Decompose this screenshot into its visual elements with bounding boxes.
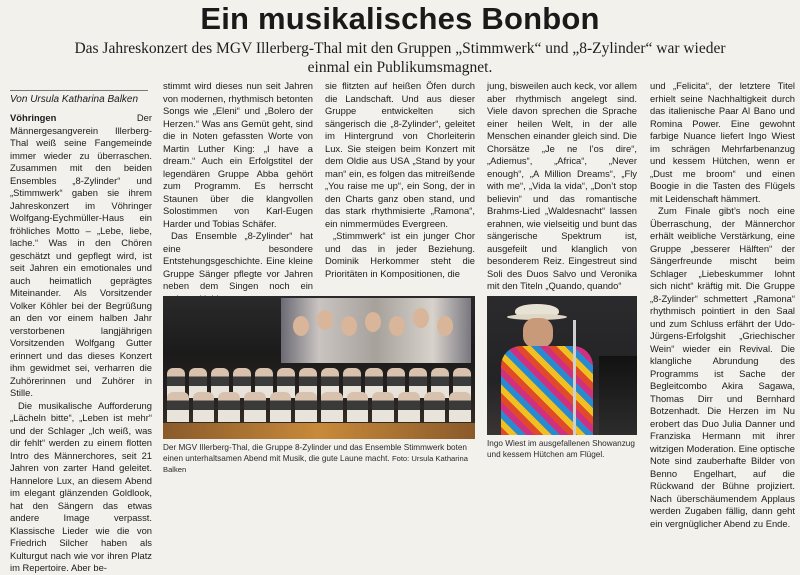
byline-divider (10, 90, 148, 91)
dateline: Vöhringen (10, 112, 57, 123)
microphone-stand (573, 320, 576, 435)
caption-text: Der MGV Illerberg-Thal, die Gruppe 8-Zylinder und das Ensemble Stimmwerk boten einen unterhaltsamen Abend mit Musik, die gute Laune macht. (163, 443, 467, 463)
paragraph: stimmt wird dieses nun seit Jahren von modernen, rhythmisch betonten Songs wie „Eleni“ und „Bolero der Herzen.“ Was ans Gemüt geht, sind die in Noten gefassten Worte von Martin Luther King: „I have a dream.“ Auch ein Erfolgstitel der legendären Gruppe Abba gehört zum Programm. Es herrscht Staunen über die klangvollen Solostimmen von Karl-Eugen Harder und Tobias Schäfer. (163, 80, 313, 229)
choir-row-front (167, 392, 471, 422)
pianist-photo (487, 296, 637, 435)
article-column-5 (650, 80, 795, 529)
paragraph: sie flitzten auf heißen Öfen durch die Landschaft. Und aus dieser Gruppe entwickelten sich sängerisch die „8-Zylinder“, geleitet im Hintergrund von Chorleiterin Lux. Sie steigen beim Konzert mit dem Oldie aus USA „Stand by your man“ ein, es folgen das mitreißende „You raise me up“, ein Song, der in den Charts ganz oben stand, und das stark rhythmisierte „Ramona“, ein nimmermüdes Evergreen. (325, 80, 475, 229)
paragraph: und „Felicita“, der letztere Titel erhielt seine Nachhaltigkeit durch das italienische Paar Al Bano und Romina Power. Eine gewohnt farbige Nuance liefert Ingo Wiest im schrägen Mehrfarbenanzug und kessem Hütchen, wenn er „Dust me broom“ und einen Boogie in die Tasten des Flügels mit Leidenschaft hämmert. (650, 80, 795, 204)
article-column-2 (163, 80, 313, 292)
paragraph: Zum Finale gibt’s noch eine Überraschung, der Männerchor erhält weibliche Verstärkung, eine Gruppe „besserer Hälften“ der Sängerfreunde mischt beim Schlager „Liebeskummer lohnt sich nicht“ kräftig mit. Die Gruppe „8-Zylinder“ schmettert „Ramona“ rhythmisch pointiert in den Saal und zum Schluss erfährt der Udo-Jürgens-Erfolgshit „Griechischer Wein“ wieder ein Revival. Die klangliche Abrundung des Programms ist Sache der Begleitcombo Akira Sagawa, Thomas Dirr und Bernhard Botzenhadt. Die Herzen im Nu erobert das Duo Julia Danner und Franziska Hermann mit ihrer witzigen Moderation. Eine optische Note sind zauberhafte Bilder von Benno Engelhart, auf die Rückwand der Bühne projiziert. Nach überschäumendem Applaus werden Zugaben fällig, dann geht ein vergnüglicher Abend zu Ende. (650, 205, 795, 529)
projected-face (293, 316, 309, 336)
paragraph: Das Ensemble „8-Zylinder“ hat eine besondere Entstehungsgeschichte. Eine kleine Gruppe Sänger pflegte vor Jahren neben dem Singen noch ein (163, 230, 313, 291)
projected-face (365, 312, 381, 332)
projected-face (389, 316, 405, 336)
paragraph (10, 112, 152, 400)
photo-credit: Foto: Ursula Katharina Balken (163, 454, 468, 474)
subheadline: Das Jahreskonzert des MGV Illerberg-Thal mit den Gruppen „Stimmwerk“ und „8-Zylinder“ war wieder einmal ein Publikumsmagnet. (74, 40, 726, 76)
headline: Ein musikalisches Bonbon (200, 1, 600, 36)
projected-face (317, 310, 333, 330)
paragraph: Die musikalische Aufforderung „Lächeln bitte“, „Leben ist mehr“ und der Schlager „Ich weiß, was dir fehlt“ werden zu einem flotten Intro des Männerchores, seit 21 Jahren von zarter Hand geleitet. Hannelore Lux, an diesem Abend im elegant glänzenden Goldlook, hat den Sängern das etwas andere Image verpasst. Klassische Lieder wie die von Friedrich Silcher haben als Kulturgut nach wie vor ihren Platz im Repertoire. Aber be- (10, 399, 152, 573)
article-column-1 (10, 112, 152, 573)
performer-head (523, 318, 553, 348)
projected-face (413, 308, 429, 328)
paragraph-text: Der Männergesangverein Illerberg-Thal weiß seine Fangemeinde immer wieder zu überraschen. Zusammen mit den beiden Ensembles „8-Zylinder“ und „Stimmwerk“ gaben sie ihrem Jahreskonzert im Vöhringer Wolfgang-Eychmüller-Haus ein fröhliches Motto – „Lebe, liebe, lache.“ Was in den Chören geschätzt und gepflegt wird, ist seit Jahren ein emotionales und auch heimatlich geprägtes Miteinander. Als Vorsitzender Volker Köhler bei der Begrüßung an den vor einem halben Jahr verstorbenen langjährigen Vorsitzenden Wolfgang Gutter erinnert und das dieses Konzert ihm gewidmet sei, verharren die Zuhörerinnen und Zuhörer in Stille. (10, 112, 152, 398)
projected-face (341, 316, 357, 336)
concert-choir-photo (163, 296, 475, 439)
byline: Von Ursula Katharina Balken (10, 94, 139, 105)
colorful-suit (501, 346, 593, 435)
article-column-4 (487, 80, 637, 292)
article-column-3 (325, 80, 475, 292)
paragraph: „Stimmwerk“ ist ein junger Chor und das in jeder Beziehung. Dominik Herkommer steht die Prioritäten in Kompositionen, die (325, 230, 475, 279)
photo-caption-1 (163, 442, 475, 475)
projected-image (281, 298, 471, 363)
projected-face (437, 316, 453, 336)
grand-piano (599, 356, 637, 435)
paragraph: jung, bisweilen auch keck, vor allem aber rhythmisch angelegt sind. Viele davon sprechen die Sprache einer heilen Welt, in der alle Menschen einander gleich sind. Die Chorsätze „Je ne l’os dire“, „Adiemus“, „Africa“, „Never enough“, „A Million Dreams“, „Fly with me“, „Vida la vida“, „Don’t stop believin“ und das romantische Brahms-Lied „Waldesnacht“ lassen erahnen, wie vielseitig und bunt das sängerische Spektrum ist, ausgefeilt und klanglich von besonderem Reiz. Eingestreut sind Soli des Duos Salvo und Veronika mit den Titeln „Quando, quando“ (487, 80, 637, 291)
photo-caption-2: Ingo Wiest im ausgefallenen Showanzug und kessem Hütchen am Flügel. (487, 439, 635, 459)
stage-floor (163, 423, 475, 439)
